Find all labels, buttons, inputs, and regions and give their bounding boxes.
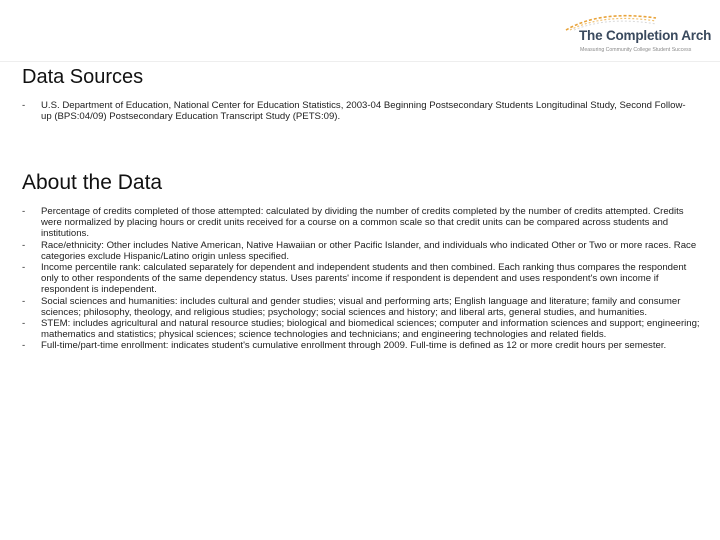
list-item-text: U.S. Department of Education, National Center for Education Statistics, 2003-04 Beginning Postsecondary Students Longitudinal Study, Second Follow-up (BPS:04/09) Postsecondary Education Transcript Study (PETS:09). bbox=[41, 100, 686, 123]
list-item-text: Social sciences and humanities: includes cultural and gender studies; visual and performing arts; English language and literature; family and consumer sciences; philosophy, theology, and religious studies; psychology; social sciences and history; and liberal arts, general studies, and humanities. bbox=[41, 295, 681, 318]
list-item-text: Race/ethnicity: Other includes Native American, Native Hawaiian or other Pacific Islander, and individuals who indicated Other or Two or more races. Race categories exclude Hispanic/Latino origin unless specified. bbox=[41, 239, 697, 262]
list-item bbox=[22, 262, 701, 296]
list-item bbox=[22, 340, 701, 351]
bullet-dash: - bbox=[22, 262, 26, 274]
list-item-text: STEM: includes agricultural and natural resource studies; biological and biomedical sciences; computer and information sciences and support; engineering; mathematics and statistics; physical sciences; science technologies and technicians; and engineering technologies and related fields. bbox=[41, 318, 700, 341]
about-data-heading: About the Data bbox=[22, 171, 163, 194]
logo-tagline: Measuring Community College Student Success bbox=[580, 47, 692, 53]
list-item bbox=[22, 318, 701, 340]
completion-arch-logo bbox=[560, 8, 710, 60]
logo-title: The Completion Arch bbox=[579, 28, 712, 43]
bullet-dash: - bbox=[22, 239, 26, 251]
bullet-dash: - bbox=[22, 318, 26, 330]
bullet-dash: - bbox=[22, 100, 26, 111]
header-divider bbox=[0, 61, 720, 62]
bullet-dash: - bbox=[22, 206, 26, 217]
list-item-text: Percentage of credits completed of those attempted: calculated by dividing the number of credits completed by the number of credits attempted. Credits were normalized by placing hours or credit units received for a course on a common scale so that credit units can be compared across students and institutions. bbox=[41, 206, 684, 240]
list-item bbox=[22, 100, 691, 122]
list-item bbox=[22, 240, 701, 262]
about-data-list bbox=[22, 206, 702, 352]
list-item-text: Full-time/part-time enrollment: indicates student's cumulative enrollment through 2009. Full-time is defined as 12 or more credit hours per semester. bbox=[41, 340, 667, 352]
bullet-dash: - bbox=[22, 295, 26, 307]
list-item bbox=[22, 206, 701, 240]
list-item-text: Income percentile rank: calculated separately for dependent and independent students and then combined. Each ranking thus compares the respondent only to other respondents of the same dependency status. Uses parents' income if respondent is dependent and uses respondent's own income if respondent is independent. bbox=[41, 262, 687, 296]
list-item bbox=[22, 296, 701, 318]
data-sources-heading: Data Sources bbox=[22, 66, 144, 88]
data-sources-list bbox=[22, 100, 702, 122]
bullet-dash: - bbox=[22, 340, 26, 352]
